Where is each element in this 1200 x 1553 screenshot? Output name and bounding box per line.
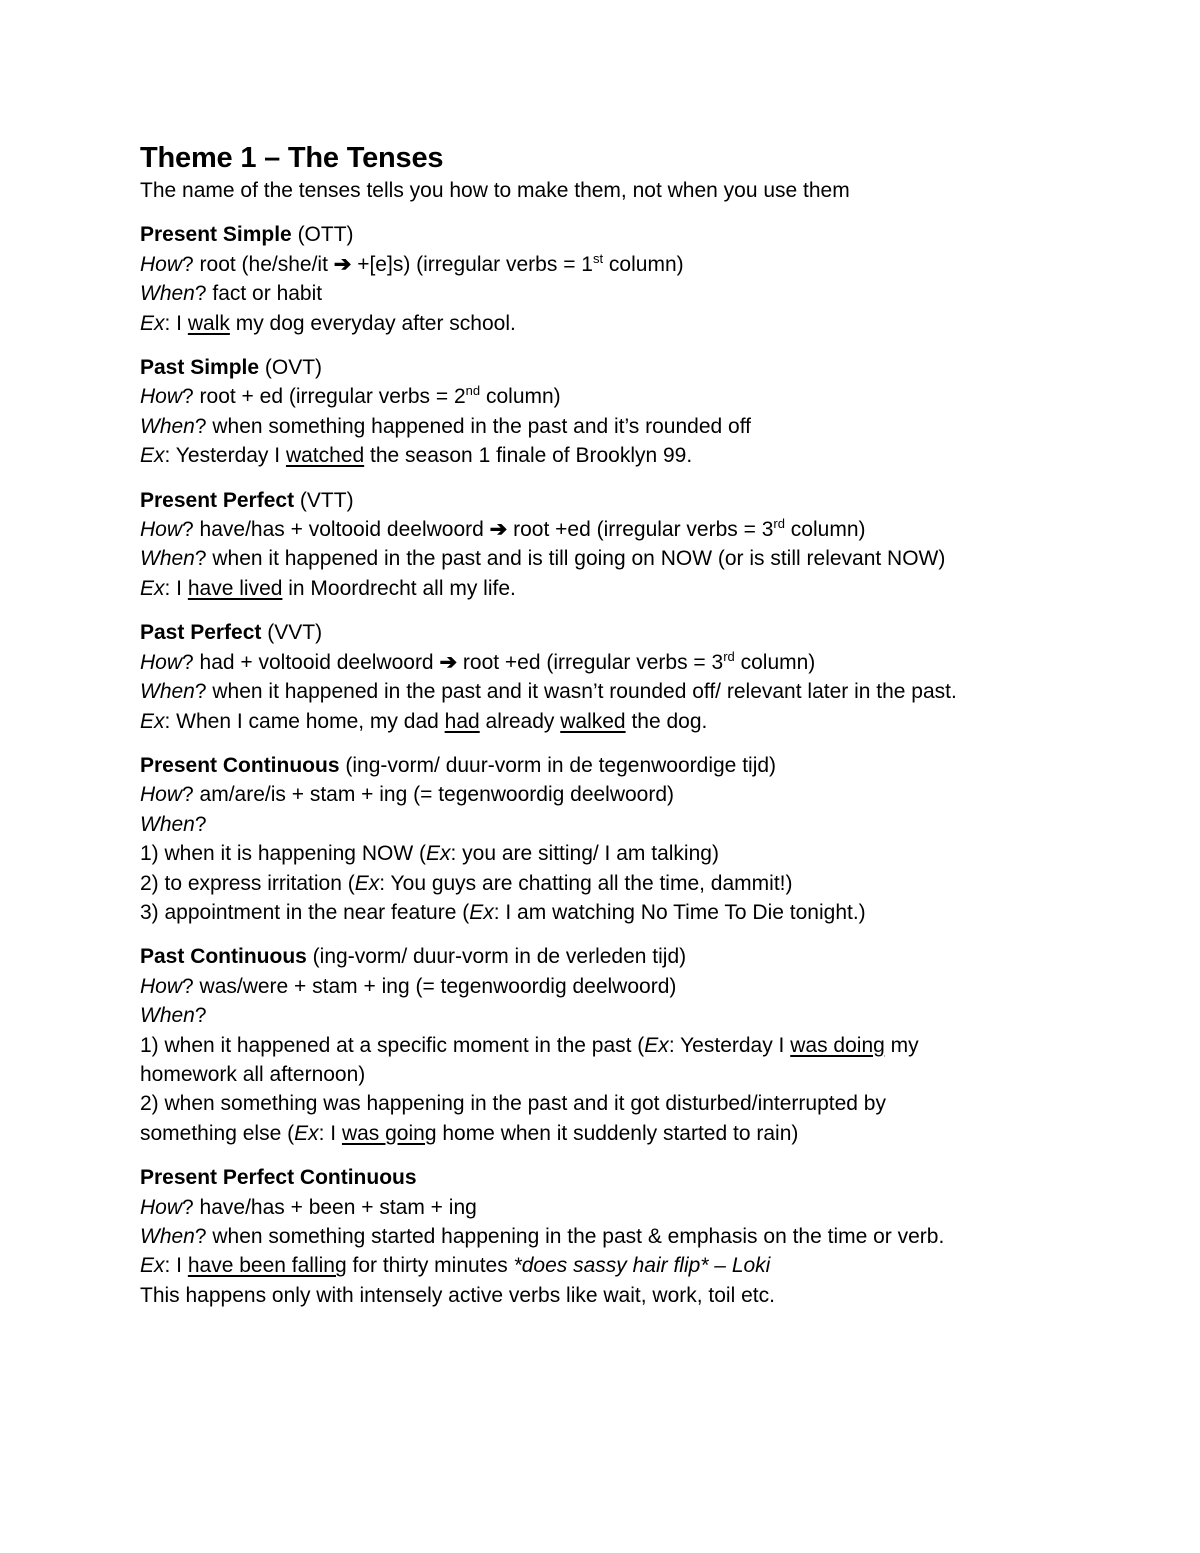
- example-line: Ex: I have been falling for thirty minutes *does sassy hair flip* – Loki: [140, 1254, 771, 1278]
- document-title: Theme 1 – The Tenses: [140, 142, 444, 174]
- section-heading: Past Continuous (ing-vorm/ duur-vorm in de verleden tijd): [140, 945, 687, 969]
- list-item-continuation: homework all afternoon): [140, 1062, 366, 1086]
- list-item: 2) when something was happening in the past and it got disturbed/interrupted by: [140, 1092, 886, 1116]
- example-line: Ex: Yesterday I watched the season 1 finale of Brooklyn 99.: [140, 444, 693, 468]
- section-past-perfect: [140, 618, 1100, 736]
- section-present-perfect-continuous: [140, 1163, 1100, 1310]
- arrow-right-icon: ➔: [489, 518, 508, 542]
- section-past-continuous: [140, 942, 1100, 1148]
- when-line: When? when it happened in the past and is till going on NOW (or is still relevant NOW): [140, 547, 946, 571]
- how-line: How? have/has + voltooid deelwoord ➔ root +ed (irregular verbs = 3rd column): [140, 516, 866, 542]
- note-line: This happens only with intensely active verbs like wait, work, toil etc.: [140, 1283, 775, 1307]
- how-line: How? was/were + stam + ing (= tegenwoordig deelwoord): [140, 974, 677, 998]
- list-item: 3) appointment in the near feature (Ex: I am watching No Time To Die tonight.): [140, 900, 866, 924]
- section-heading: Present Perfect Continuous: [140, 1166, 417, 1190]
- section-heading: Past Simple (OVT): [140, 356, 323, 380]
- arrow-right-icon: ➔: [439, 650, 458, 674]
- document-body: [140, 142, 1100, 1310]
- document-subtitle: The name of the tenses tells you how to make them, not when you use them: [140, 179, 850, 202]
- when-line: When?: [140, 812, 207, 836]
- section-heading: Past Perfect (VVT): [140, 621, 323, 645]
- example-line: Ex: I have lived in Moordrecht all my life.: [140, 576, 516, 600]
- section-past-simple: [140, 353, 1100, 471]
- how-line: How? have/has + been + stam + ing: [140, 1195, 477, 1219]
- section-present-continuous: [140, 751, 1100, 927]
- example-line: Ex: I walk my dog everyday after school.: [140, 311, 516, 335]
- when-line: When? when something happened in the past and it’s rounded off: [140, 414, 752, 438]
- list-item: 1) when it happened at a specific moment in the past (Ex: Yesterday I was doing my: [140, 1033, 919, 1057]
- when-line: When? when it happened in the past and it wasn’t rounded off/ relevant later in the past.: [140, 680, 957, 704]
- list-item: 1) when it is happening NOW (Ex: you are sitting/ I am talking): [140, 842, 719, 866]
- how-line: How? root + ed (irregular verbs = 2nd column): [140, 383, 561, 409]
- when-line: When?: [140, 1004, 207, 1028]
- section-present-simple: [140, 220, 1100, 338]
- how-line: How? had + voltooid deelwoord ➔ root +ed (irregular verbs = 3rd column): [140, 648, 816, 674]
- section-heading: Present Perfect (VTT): [140, 488, 354, 512]
- list-item-continuation: something else (Ex: I was going home when it suddenly started to rain): [140, 1121, 799, 1145]
- list-item: 2) to express irritation (Ex: You guys are chatting all the time, dammit!): [140, 871, 793, 895]
- example-line: Ex: When I came home, my dad had already walked the dog.: [140, 709, 708, 733]
- quote-text: *does sassy hair flip* – Loki: [513, 1254, 771, 1278]
- when-line: When? when something started happening in the past & emphasis on the time or verb.: [140, 1225, 945, 1248]
- how-line: How? am/are/is + stam + ing (= tegenwoordig deelwoord): [140, 783, 675, 807]
- how-line: How? root (he/she/it ➔ +[e]s) (irregular verbs = 1st column): [140, 250, 684, 276]
- section-heading: Present Simple (OTT): [140, 223, 354, 247]
- when-line: When? fact or habit: [140, 282, 323, 306]
- section-heading: Present Continuous (ing-vorm/ duur-vorm in de tegenwoordige tijd): [140, 753, 777, 777]
- section-present-perfect: [140, 486, 1100, 604]
- arrow-right-icon: ➔: [333, 252, 352, 276]
